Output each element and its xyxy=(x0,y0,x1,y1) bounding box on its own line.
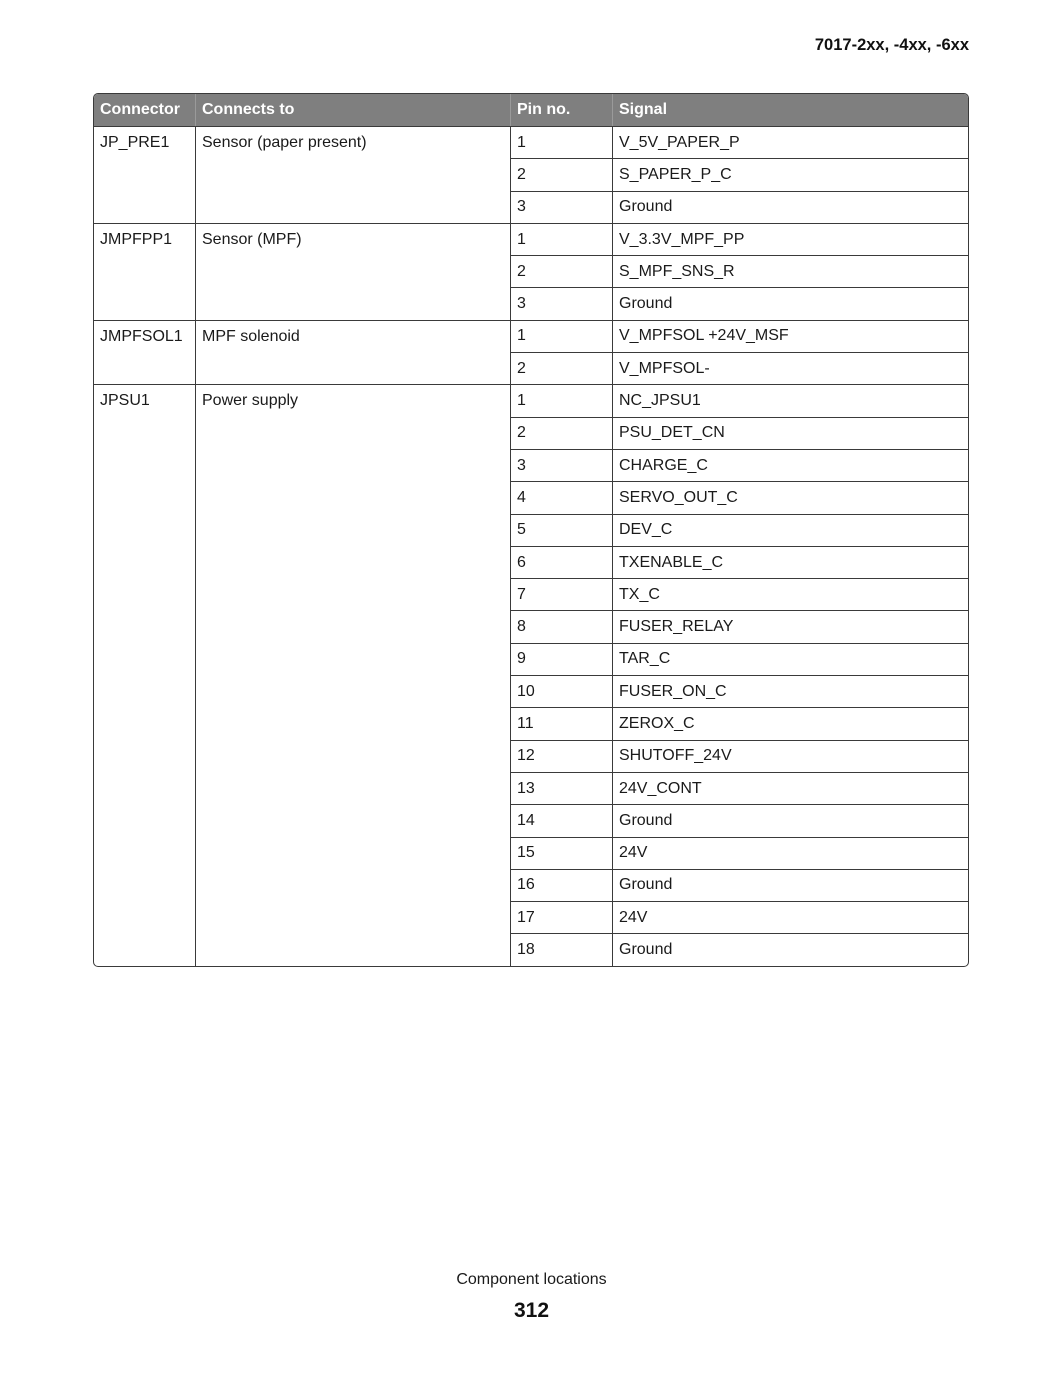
pin-number-cell: 12 xyxy=(511,740,613,772)
signal-cell: SERVO_OUT_C xyxy=(613,481,968,513)
signal-cell: FUSER_ON_C xyxy=(613,675,968,707)
signal-cell: TXENABLE_C xyxy=(613,546,968,578)
connector-table xyxy=(93,93,969,967)
pin-number-cell: 14 xyxy=(511,804,613,836)
connector-cell: JPSU1 xyxy=(94,384,196,965)
signal-cell: SHUTOFF_24V xyxy=(613,740,968,772)
pin-number-cell: 11 xyxy=(511,707,613,739)
signal-cell: NC_JPSU1 xyxy=(613,384,968,416)
table-row xyxy=(94,320,968,352)
pin-number-cell: 10 xyxy=(511,675,613,707)
column-header-pin-no: Pin no. xyxy=(511,94,613,126)
pin-number-cell: 2 xyxy=(511,352,613,384)
pin-number-cell: 3 xyxy=(511,287,613,319)
pin-number-cell: 1 xyxy=(511,320,613,352)
pin-number-cell: 3 xyxy=(511,191,613,223)
signal-cell: Ground xyxy=(613,869,968,901)
signal-cell: V_MPFSOL +24V_MSF xyxy=(613,320,968,352)
pin-number-cell: 5 xyxy=(511,514,613,546)
signal-cell: PSU_DET_CN xyxy=(613,417,968,449)
pin-number-cell: 17 xyxy=(511,901,613,933)
connects-to-cell: Sensor (paper present) xyxy=(196,126,511,223)
column-header-connects-to: Connects to xyxy=(196,94,511,126)
page-number: 312 xyxy=(513,1299,550,1322)
signal-cell: CHARGE_C xyxy=(613,449,968,481)
table-body xyxy=(94,126,968,966)
signal-cell: Ground xyxy=(613,804,968,836)
signal-cell: ZEROX_C xyxy=(613,707,968,739)
connects-to-cell: Sensor (MPF) xyxy=(196,223,511,320)
pin-number-cell: 6 xyxy=(511,546,613,578)
pin-number-cell: 2 xyxy=(511,417,613,449)
pin-number-cell: 18 xyxy=(511,933,613,965)
connector-cell: JMPFSOL1 xyxy=(94,320,196,385)
signal-cell: 24V xyxy=(613,837,968,869)
pin-number-cell: 16 xyxy=(511,869,613,901)
signal-cell: Ground xyxy=(613,933,968,965)
connects-to-cell: Power supply xyxy=(196,384,511,965)
signal-cell: S_MPF_SNS_R xyxy=(613,255,968,287)
signal-cell: V_MPFSOL- xyxy=(613,352,968,384)
section-title: Component locations xyxy=(456,1271,607,1288)
connector-cell: JP_PRE1 xyxy=(94,126,196,223)
table-row xyxy=(94,126,968,158)
column-header-signal: Signal xyxy=(613,94,968,126)
pin-number-cell: 15 xyxy=(511,837,613,869)
pin-number-cell: 1 xyxy=(511,126,613,158)
signal-cell: Ground xyxy=(613,287,968,319)
model-number-header: 7017-2xx, -4xx, -6xx xyxy=(814,36,969,54)
pin-number-cell: 9 xyxy=(511,643,613,675)
table-row xyxy=(94,223,968,255)
signal-cell: V_5V_PAPER_P xyxy=(613,126,968,158)
pin-number-cell: 13 xyxy=(511,772,613,804)
pin-number-cell: 8 xyxy=(511,610,613,642)
signal-cell: V_3.3V_MPF_PP xyxy=(613,223,968,255)
pin-number-cell: 2 xyxy=(511,255,613,287)
signal-cell: 24V xyxy=(613,901,968,933)
connector-cell: JMPFPP1 xyxy=(94,223,196,320)
pin-number-cell: 7 xyxy=(511,578,613,610)
column-header-connector: Connector xyxy=(94,94,196,126)
table-header-row xyxy=(94,94,968,126)
pin-number-cell: 1 xyxy=(511,223,613,255)
connects-to-cell: MPF solenoid xyxy=(196,320,511,385)
signal-cell: FUSER_RELAY xyxy=(613,610,968,642)
pin-number-cell: 1 xyxy=(511,384,613,416)
signal-cell: 24V_CONT xyxy=(613,772,968,804)
table-row xyxy=(94,384,968,416)
signal-cell: TAR_C xyxy=(613,643,968,675)
pin-number-cell: 3 xyxy=(511,449,613,481)
signal-cell: S_PAPER_P_C xyxy=(613,158,968,190)
signal-cell: DEV_C xyxy=(613,514,968,546)
pin-number-cell: 4 xyxy=(511,481,613,513)
pin-number-cell: 2 xyxy=(511,158,613,190)
signal-cell: TX_C xyxy=(613,578,968,610)
signal-cell: Ground xyxy=(613,191,968,223)
